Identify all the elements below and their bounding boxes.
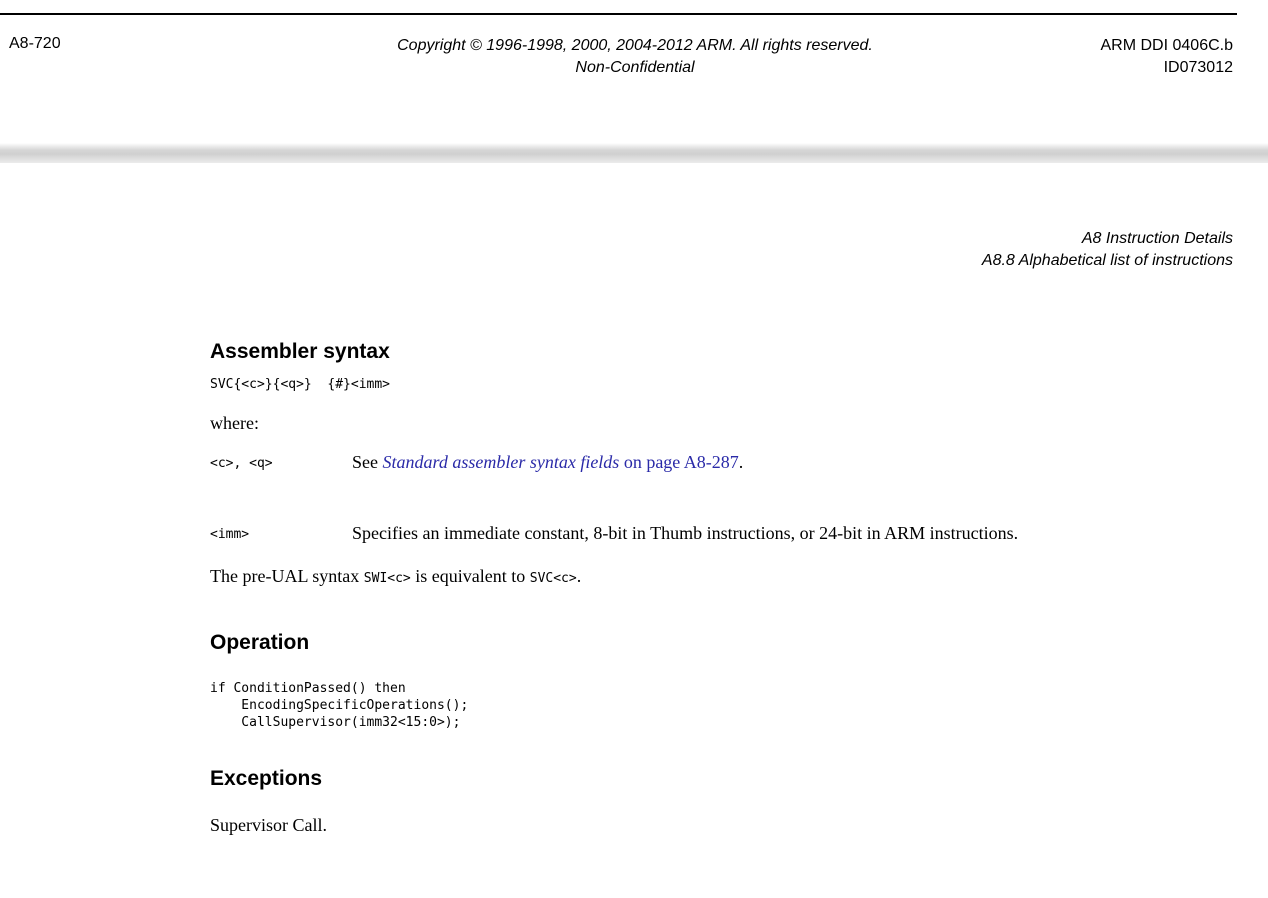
definition-c-q: [352, 452, 743, 473]
note-code-svc: SVC<c>: [529, 571, 577, 586]
heading-exceptions: Exceptions: [210, 767, 323, 790]
standard-syntax-fields-link[interactable]: [383, 452, 739, 472]
heading-assembler-syntax: Assembler syntax: [210, 340, 390, 363]
footer-page-number: A8-720: [9, 35, 61, 52]
pre-ual-note: [210, 566, 581, 587]
definition-c-q-prefix: See: [352, 452, 383, 472]
footer-confidentiality: Non-Confidential: [575, 59, 695, 76]
definition-c-q-end: .: [738, 452, 744, 472]
heading-operation: Operation: [210, 631, 310, 654]
footer-doc-id: ARM DDI 0406C.b: [1100, 37, 1233, 54]
footer-issue-id: ID073012: [1163, 59, 1233, 76]
note-middle: is equivalent to: [410, 566, 530, 586]
link-suffix: on page A8-287: [619, 452, 739, 472]
footer-copyright: Copyright © 1996-1998, 2000, 2004-2012 ARM. All rights reserved.: [397, 37, 873, 54]
footer-copyright-block: [300, 35, 970, 79]
note-code-swi: SWI<c>: [363, 571, 411, 586]
running-header: [982, 228, 1233, 272]
where-label: where:: [210, 413, 259, 433]
term-imm: <imm>: [210, 527, 250, 542]
page-separator: [0, 143, 1268, 163]
operation-code-line-1: if ConditionPassed() then: [210, 681, 406, 696]
note-prefix: The pre-UAL syntax: [210, 566, 364, 586]
footer-doc-id-block: [1101, 35, 1234, 79]
syntax-line: SVC{<c>}{<q>} {#}<imm>: [210, 377, 391, 392]
footer-rule: [0, 13, 1237, 15]
operation-code-line-2: EncodingSpecificOperations();: [210, 698, 469, 713]
header-chapter: A8 Instruction Details: [1081, 230, 1233, 247]
link-title: Standard assembler syntax fields: [382, 452, 620, 472]
definition-imm: Specifies an immediate constant, 8-bit in Thumb instructions, or 24-bit in ARM instructions.: [352, 523, 1019, 543]
operation-code-line-3: CallSupervisor(imm32<15:0>);: [210, 715, 461, 730]
header-section: A8.8 Alphabetical list of instructions: [981, 252, 1233, 269]
note-suffix: .: [576, 566, 582, 586]
term-c-q: <c>, <q>: [210, 456, 273, 471]
exceptions-text: Supervisor Call.: [210, 815, 327, 835]
